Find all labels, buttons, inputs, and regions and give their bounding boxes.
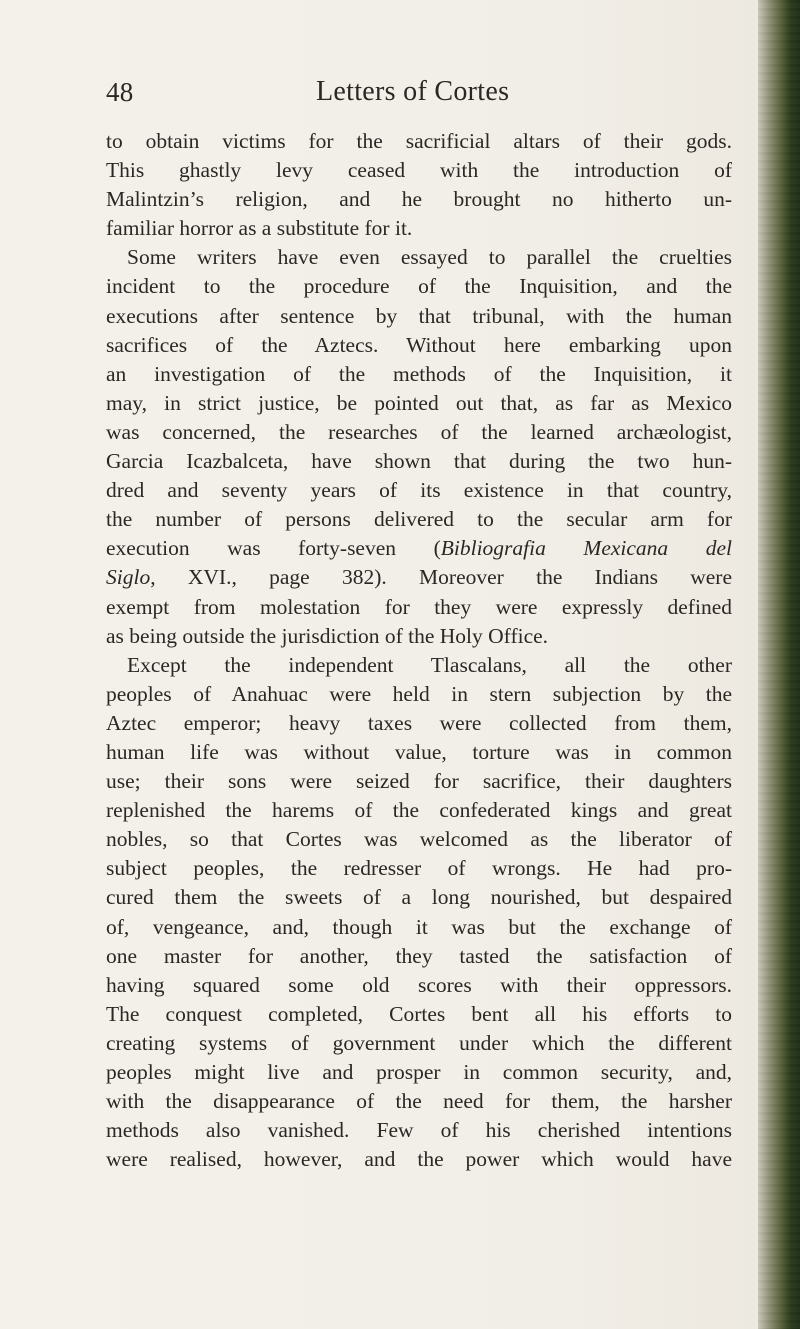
- text-line: sacrifices of the Aztecs. Without here embarking upon: [106, 332, 732, 357]
- text-line: The conquest completed, Cortes bent all his efforts to: [106, 1001, 732, 1026]
- paragraph-first-line: Some writers have even essayed to parallel the cruelties: [127, 245, 732, 270]
- text-line: of, vengeance, and, though it was but the exchange of: [106, 914, 732, 939]
- text-line: executions after sentence by that tribunal, with the human: [106, 303, 732, 328]
- text-line: human life was without value, torture was in common: [106, 739, 732, 764]
- citation-title: Bibliografia Mexicana del: [440, 536, 733, 561]
- text-line: with the disappearance of the need for them, the harsher: [106, 1089, 732, 1114]
- text-line: Garcia Icazbalceta, have shown that during the two hun-: [106, 449, 732, 474]
- body-text: [106, 127, 732, 1174]
- text-line: dred and seventy years of its existence in that country,: [106, 478, 732, 503]
- text-line: cured them the sweets of a long nourished, but despaired: [106, 885, 732, 910]
- text-line: use; their sons were seized for sacrifice, their daughters: [106, 769, 732, 794]
- paragraph-first-line: Except the independent Tlascalans, all the other: [127, 652, 732, 677]
- text-line: having squared some old scores with their oppressors.: [106, 972, 732, 997]
- text-line-with-citation: [106, 534, 732, 563]
- text-line: was concerned, the researches of the learned archæologist,: [106, 419, 732, 444]
- page-header: [106, 72, 726, 112]
- citation-title: Siglo: [106, 565, 151, 590]
- text-line: replenished the harems of the confederated kings and great: [106, 798, 732, 823]
- book-binding-edge: [758, 0, 800, 1329]
- text-line: one master for another, they tasted the satisfaction of: [106, 943, 732, 968]
- text-segment: , XVI., page 382). Moreover the Indians were: [150, 565, 732, 590]
- text-line: may, in strict justice, be pointed out that, as far as Mexico: [106, 390, 732, 415]
- text-line: an investigation of the methods of the Inquisition, it: [106, 361, 732, 386]
- text-line: were realised, however, and the power which would have: [106, 1147, 732, 1172]
- text-line: subject peoples, the redresser of wrongs. He had pro-: [106, 856, 732, 881]
- text-line: methods also vanished. Few of his cherished intentions: [106, 1118, 732, 1143]
- text-line: creating systems of government under which the different: [106, 1030, 732, 1055]
- page-number: 48: [106, 77, 134, 107]
- text-line: as being outside the jurisdiction of the Holy Office.: [106, 623, 549, 648]
- text-line: exempt from molestation for they were expressly defined: [106, 594, 732, 619]
- text-line: to obtain victims for the sacrificial altars of their gods.: [106, 129, 732, 153]
- text-line: the number of persons delivered to the secular arm for: [106, 507, 732, 532]
- text-line: peoples might live and prosper in common security, and,: [106, 1060, 732, 1084]
- text-line: familiar horror as a substitute for it.: [106, 216, 413, 241]
- text-segment: execution was forty-seven (: [106, 536, 441, 561]
- text-line: nobles, so that Cortes was welcomed as the liberator of: [106, 827, 732, 852]
- running-title: Letters of Cortes: [316, 76, 510, 107]
- text-line: Aztec emperor; heavy taxes were collected from them,: [106, 710, 732, 735]
- text-line: incident to the procedure of the Inquisition, and the: [106, 274, 732, 299]
- text-line-with-citation: [106, 563, 732, 592]
- text-line: This ghastly levy ceased with the introduction of: [106, 158, 732, 183]
- text-line: peoples of Anahuac were held in stern subjection by the: [106, 681, 732, 706]
- text-line: Malintzin’s religion, and he brought no hitherto un-: [106, 187, 732, 212]
